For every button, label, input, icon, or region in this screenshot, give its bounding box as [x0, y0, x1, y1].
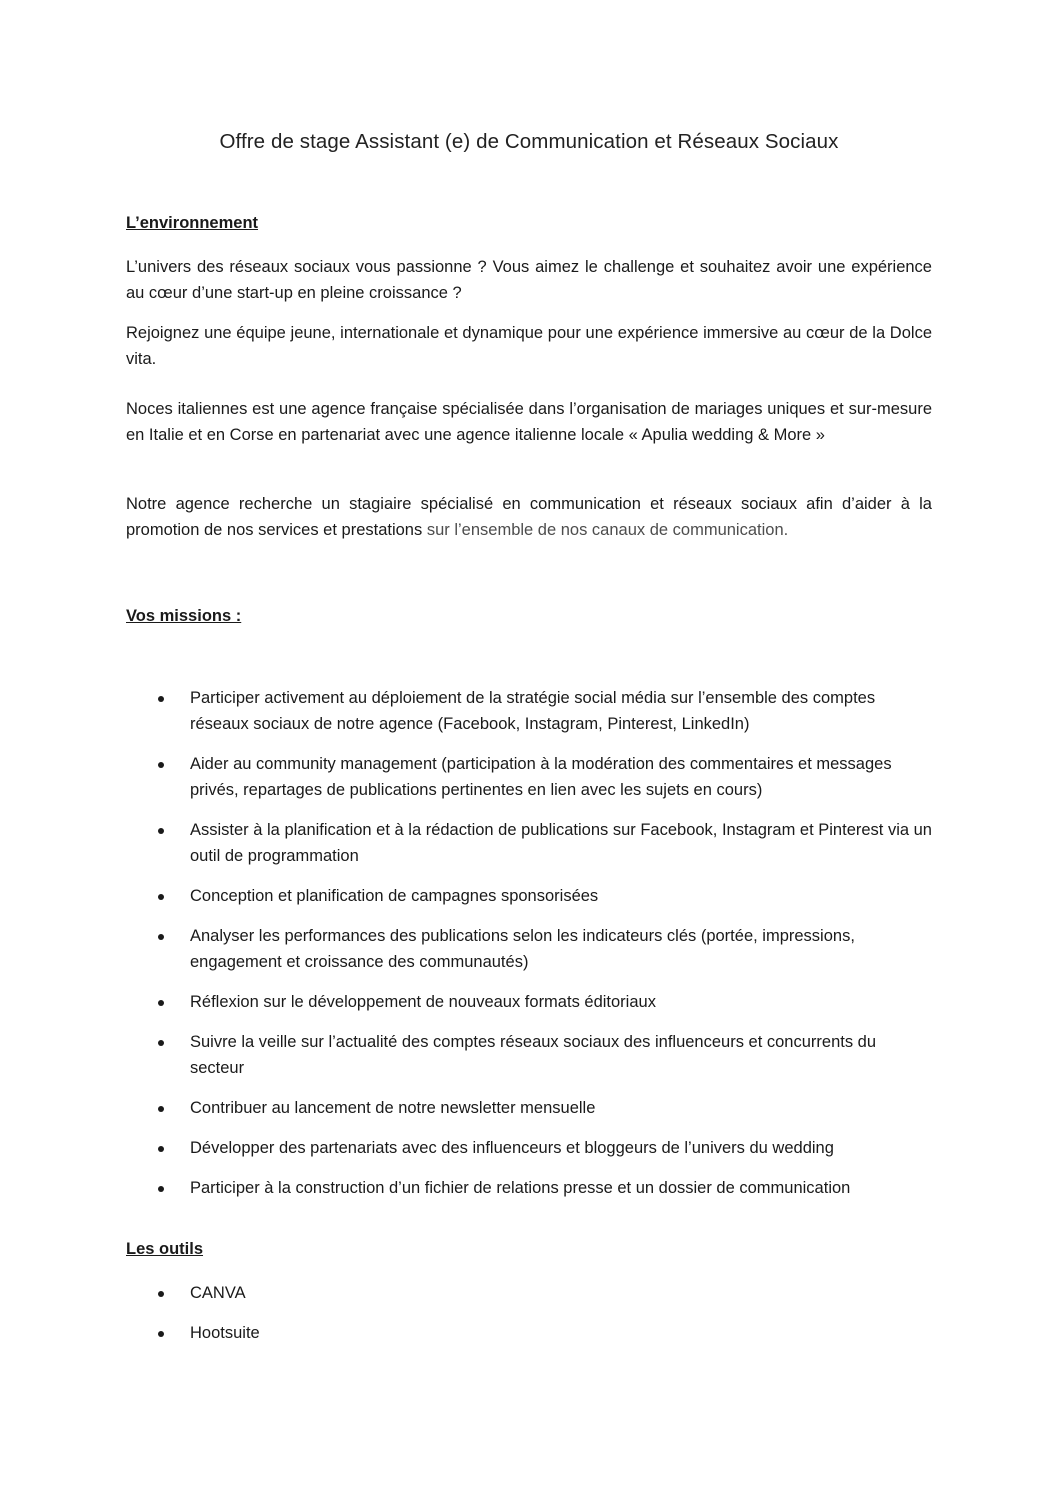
mission-item	[126, 685, 932, 737]
bullet-icon	[158, 696, 164, 702]
mission-text: Réflexion sur le développement de nouveaux formats éditoriaux	[190, 993, 656, 1011]
bullet-icon	[158, 894, 164, 900]
mission-item	[126, 883, 932, 909]
bullet-icon	[158, 1331, 164, 1337]
tool-item	[126, 1320, 932, 1346]
mission-item	[126, 817, 932, 869]
paragraph-main-text: Notre agence recherche un stagiaire spécialisé en communication et réseaux sociaux afin d’aider à la promotion de nos services et prestations	[126, 495, 932, 539]
environment-paragraph-1: L’univers des réseaux sociaux vous passionne ? Vous aimez le challenge et souhaitez avoir une expérience au cœur d’une start-up en pleine croissance ?	[126, 258, 932, 302]
bullet-icon	[158, 1291, 164, 1297]
paragraph-muted-text: sur l’ensemble de nos canaux de communication.	[422, 521, 789, 539]
environment-paragraph-2: Rejoignez une équipe jeune, internationale et dynamique pour une expérience immersive au cœur de la Dolce vita.	[126, 324, 932, 368]
mission-item	[126, 1175, 932, 1201]
mission-text: Analyser les performances des publications selon les indicateurs clés (portée, impressions, engagement et croissance des communautés)	[190, 927, 855, 971]
bullet-icon	[158, 1040, 164, 1046]
document-title: Offre de stage Assistant (e) de Communication et Réseaux Sociaux	[219, 130, 839, 153]
mission-item	[126, 1095, 932, 1121]
mission-item	[126, 923, 932, 975]
environment-paragraph-4	[126, 491, 932, 543]
bullet-icon	[158, 934, 164, 940]
bullet-icon	[158, 1186, 164, 1192]
tool-item	[126, 1280, 932, 1306]
tool-text: Hootsuite	[190, 1324, 260, 1342]
mission-text: Assister à la planification et à la rédaction de publications sur Facebook, Instagram et Pinterest via un outil de programmation	[190, 821, 932, 865]
mission-text: Participer activement au déploiement de la stratégie social média sur l’ensemble des comptes réseaux sociaux de notre agence (Facebook, Instagram, Pinterest, LinkedIn)	[190, 689, 876, 733]
mission-text: Conception et planification de campagnes sponsorisées	[190, 887, 599, 905]
tools-heading: Les outils	[126, 1240, 204, 1258]
mission-text: Suivre la veille sur l’actualité des comptes réseaux sociaux des influenceurs et concurrents du secteur	[190, 1033, 877, 1077]
bullet-icon	[158, 1000, 164, 1006]
mission-text: Contribuer au lancement de notre newsletter mensuelle	[190, 1099, 596, 1117]
mission-item	[126, 1029, 932, 1081]
missions-heading: Vos missions :	[126, 607, 242, 625]
mission-item	[126, 1135, 932, 1161]
mission-text: Développer des partenariats avec des influenceurs et bloggeurs de l’univers du wedding	[190, 1139, 834, 1157]
missions-list	[126, 685, 932, 1215]
mission-text: Participer à la construction d’un fichier de relations presse et un dossier de communication	[190, 1179, 851, 1197]
bullet-icon	[158, 762, 164, 768]
bullet-icon	[158, 828, 164, 834]
tool-text: CANVA	[190, 1284, 246, 1302]
environment-heading: L’environnement	[126, 214, 259, 232]
bullet-icon	[158, 1146, 164, 1152]
tools-list	[126, 1280, 932, 1360]
mission-item	[126, 751, 932, 803]
mission-text: Aider au community management (participation à la modération des commentaires et messages privés, repartages de publications pertinentes en lien avec les sujets en cours)	[190, 755, 892, 799]
bullet-icon	[158, 1106, 164, 1112]
environment-paragraph-3: Noces italiennes est une agence française spécialisée dans l’organisation de mariages uniques et sur-mesure en Italie et en Corse en partenariat avec une agence italienne locale « Apulia wedding & More »	[126, 400, 932, 444]
mission-item	[126, 989, 932, 1015]
